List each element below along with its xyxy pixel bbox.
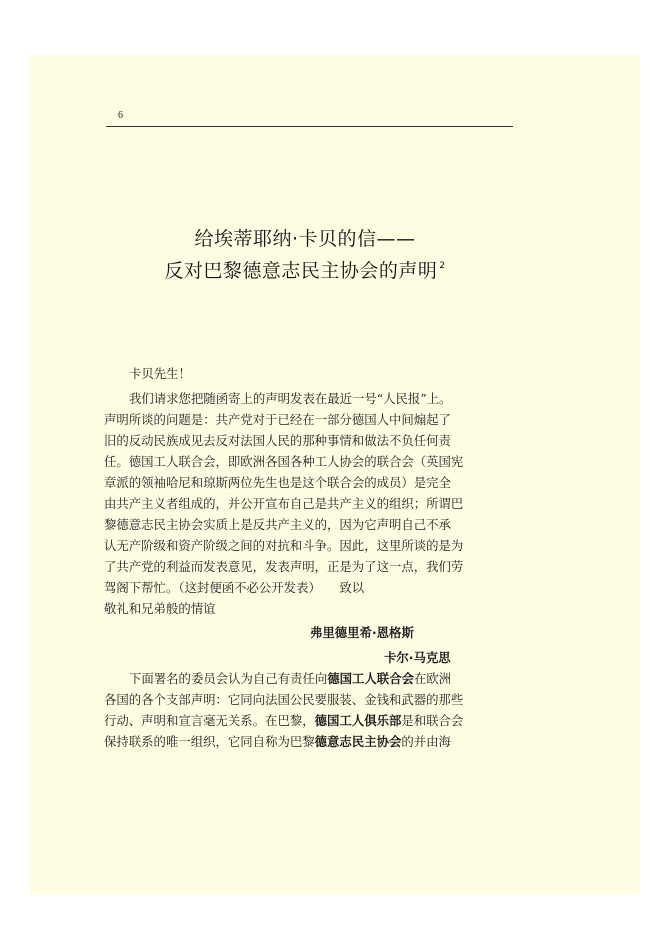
- letter-title: 给埃蒂耶纳·卡贝的信——: [194, 228, 416, 250]
- declaration-text: 行动、声明和宣言毫无关系。在巴黎，: [104, 713, 315, 728]
- declaration-text: 的并由海: [401, 734, 451, 749]
- org-name: 德国工人俱乐部: [314, 713, 402, 728]
- org-name: 德意志民主协会: [314, 734, 402, 749]
- declaration-line: [104, 710, 463, 731]
- letter-line: 旧的反动民族成见去反对法国人民的那种事情和做法不负任何责: [104, 433, 451, 448]
- signature-engels: 弗里德里希·恩格斯: [310, 625, 414, 640]
- letter-line: 章派的领袖哈尼和琼斯两位先生也是这个联合会的成员）是完全: [104, 475, 451, 490]
- declaration-text: 在欧洲: [413, 671, 452, 686]
- org-name: 德国工人联合会: [327, 671, 414, 686]
- declaration-line: 各国的各个支部声明：它同向法国公民要服装、金钱和武器的那些: [104, 692, 464, 707]
- letter-line: 黎德意志民主协会实质上是反共产主义的，因为它声明自己不承: [104, 517, 451, 532]
- letter-subtitle: [0, 256, 610, 283]
- letter-line: 驾阁下帮忙。（这封便函不必公开发表） 致以: [104, 580, 365, 595]
- salutation: 卡贝先生！: [129, 366, 191, 381]
- letter-line: 任。德国工人联合会，即欧洲各国各种工人协会的联合会（英国宪: [104, 454, 464, 469]
- letter-line: 由共产主义者组成的，并公开宣布自己是共产主义的组织；所谓巴: [104, 496, 464, 511]
- letter-line: 声明所谈的问题是：共产党对于已经在一部分德国人中间煽起了: [104, 412, 451, 427]
- letter-line: 我们请求您把随函寄上的声明发表在最近一号“人民报”上。: [129, 391, 452, 406]
- signature-marx: 卡尔·马克思: [384, 650, 451, 665]
- declaration-line: [104, 731, 451, 752]
- closing-line: 敬礼和兄弟般的情谊: [104, 601, 216, 616]
- header-rule: [106, 126, 513, 127]
- footnote-marker: 2: [439, 261, 446, 271]
- declaration-text: 下面署名的委员会认为自己有责任向: [129, 671, 328, 686]
- letter-line: 认无产阶级和资产阶级之间的对抗和斗争。因此，这里所谈的是为: [104, 538, 464, 553]
- page-number: 6: [118, 110, 123, 121]
- letter-line: 了共产党的利益而发表意见，发表声明，正是为了这一点，我们劳: [104, 559, 464, 574]
- letter-subtitle-text: 反对巴黎德意志民主协会的声明: [164, 260, 438, 282]
- declaration-text: 是和联合会: [401, 713, 464, 728]
- declaration-line: [129, 668, 451, 689]
- declaration-text: 保持联系的唯一组织，它同自称为巴黎: [104, 734, 315, 749]
